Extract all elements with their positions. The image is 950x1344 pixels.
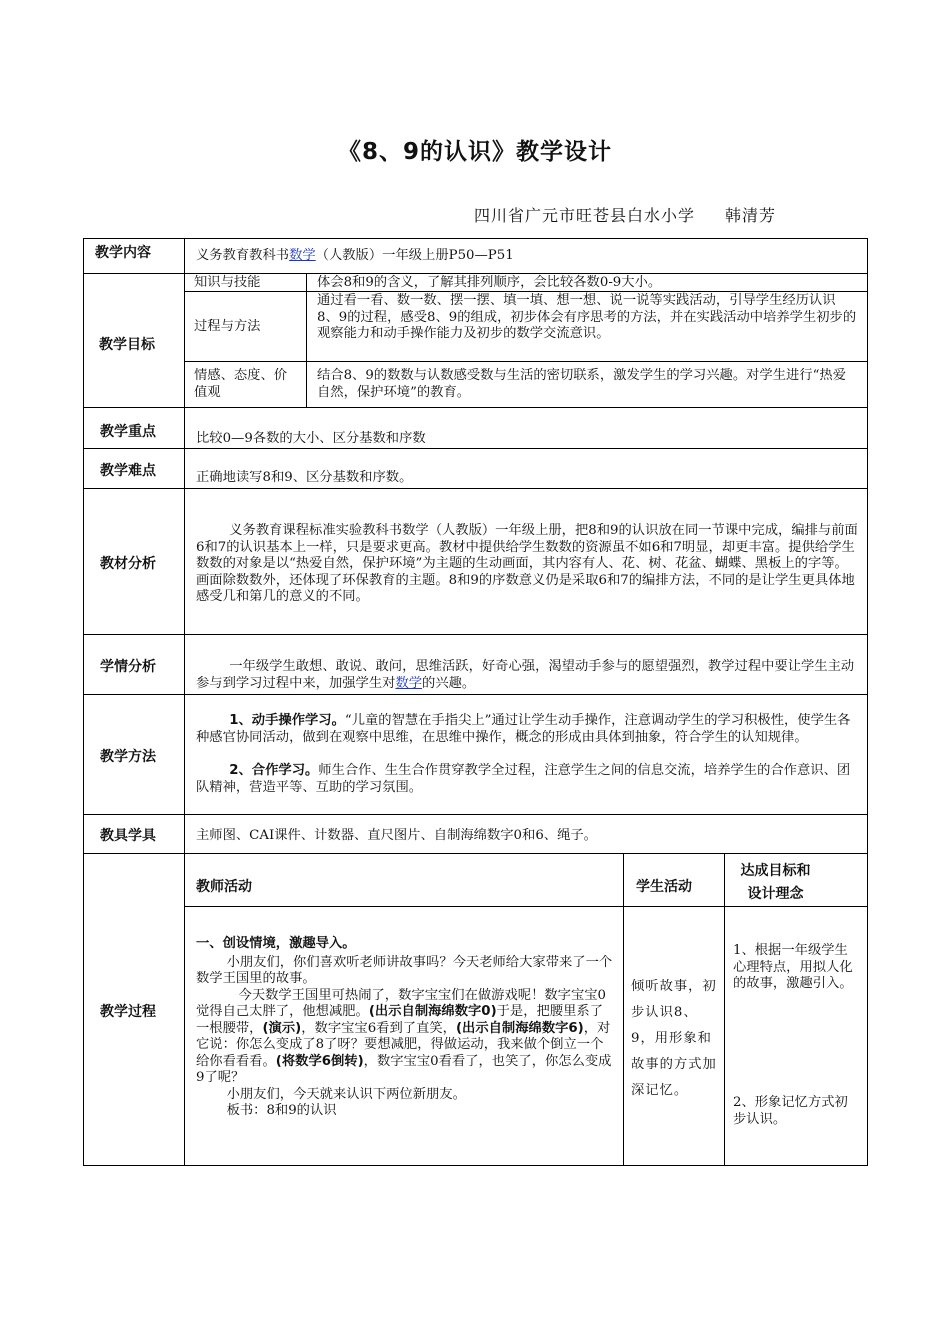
table-border-bottom [83, 1165, 868, 1166]
math-link[interactable]: 数学 [289, 248, 316, 263]
story-action: (出示自制海绵数字6) [455, 1020, 584, 1036]
section-heading: 一、创设情境，激趣导入。 [196, 936, 356, 951]
key-points-text: 比较0—9各数的大小、区分基数和序数 [196, 431, 426, 446]
table-border-right [867, 238, 868, 1166]
story-paragraph-1: 小朋友们，你们喜欢听老师讲故事吗？今天老师给大家带来了一个数学王国里的故事。 [196, 954, 613, 986]
content-label: 教学内容 [95, 245, 151, 261]
story-paragraph-3: 小朋友们，今天就来认识下两位新朋友。 [226, 1086, 466, 1102]
row-divider [83, 853, 868, 854]
document-title: 《8、9的认识》教学设计 [337, 139, 612, 165]
row-divider [83, 814, 868, 815]
method-2 [196, 763, 858, 796]
goal-category-knowledge: 知识与技能 [194, 275, 261, 290]
story-text: ，数字宝宝0看看了，也笑了，你怎么变成9了呢？ [196, 1053, 612, 1085]
author-school: 四川省广元市旺苍县白水小学 [474, 206, 696, 225]
goals-label: 教学目标 [99, 337, 155, 353]
process-column-divider [623, 853, 624, 1166]
row-divider [83, 273, 868, 274]
teacher-activity-header: 教师活动 [196, 879, 252, 895]
goal-header: 达成目标和设计理念 [740, 863, 811, 902]
row-divider [184, 361, 868, 362]
tools-label: 教具学具 [100, 828, 156, 844]
key-points-label: 教学重点 [100, 424, 156, 440]
process-column-divider [724, 853, 725, 1166]
goal-category-divider [306, 273, 307, 407]
table-border-left [83, 238, 84, 1166]
math-link-2[interactable]: 数学 [395, 675, 423, 691]
author-line [474, 203, 776, 226]
method-1-text: “儿童的智慧在手指尖上”通过让学生动手操作，注意调动学生的学习积极性，使学生各种感官协同活动，做到在观察中思维，在思维中操作，概念的形成由具体到抽象，符合学生的认知规律。 [196, 713, 851, 745]
student-activity: 倾听故事，初步认识8、9，用形象和故事的方式加深记忆。 [631, 979, 717, 1098]
students-text-before: 一年级学生敢想、敢说、敢问，思维活跃，好奇心强，渴望动手参与的愿望强烈，教学过程中要让学生主动参与到学习过程中来，加强学生对 [196, 659, 855, 691]
goal-text-attitude: 结合8、9的数数与认数感受数与生活的密切联系，激发学生的学习兴趣。对学生进行“热爱自然，保护环境”的教育。 [317, 368, 846, 400]
process-header-divider [184, 906, 868, 907]
row-divider [83, 488, 868, 489]
students-text-after: 的兴趣。 [422, 675, 476, 691]
tools-text: 主师图、CAI课件、计数器、直尺图片、自制海绵数字0和6、绳子。 [196, 828, 597, 843]
story-action: (演示) [262, 1020, 302, 1036]
material-label: 教材分析 [100, 556, 156, 572]
process-label: 教学过程 [100, 1004, 156, 1020]
students-label: 学情分析 [100, 659, 156, 675]
methods-label: 教学方法 [100, 749, 156, 765]
method-2-text: 师生合作、生生合作贯穿教学全过程，注意学生之间的信息交流，培养学生的合作意识、团队精神，营造平等、互助的学习氛围。 [196, 763, 851, 795]
goal-category-process: 过程与方法 [194, 319, 261, 334]
difficulties-label: 教学难点 [100, 463, 156, 479]
content-text [196, 248, 856, 265]
story-text: 今天数学王国里可热闹了，数字宝宝们在做游戏呢！数字宝宝0觉得自己太胖了，他想减肥。 [196, 987, 607, 1019]
label-column-divider [184, 238, 185, 1166]
row-divider [83, 407, 868, 408]
row-divider [83, 694, 868, 695]
story-text: 于是，把腰里系了一根腰带， [196, 1004, 604, 1036]
author-name: 韩清芳 [725, 206, 777, 225]
material-text: 义务教育课程标准实验教科书数学（人教版）一年级上册，把8和9的认识放在同一节课中完成，编排与前面6和7的认识基本上一样，只是要求更高。教材中提供给学生数数的资源虽不如6和7明显，却更丰富。提供给学生数数的对象是以“热爱自然，保护环境”为主题的生动画面，其内容有人、花、树、花盆、蝴蝶、黑板上的字等。画面除数数外，还体现了环保教育的主题。8和9的序数意义仍是采取6和7的编排方法，不同的是让学生更具体地感受几和第几的意义的不同。 [196, 523, 858, 604]
board-writing: 板书：8和9的认识 [226, 1103, 337, 1118]
content-text-after: （人教版）一年级上册P50—P51 [315, 248, 514, 263]
method-1 [196, 713, 858, 746]
student-activity-header: 学生活动 [636, 879, 692, 895]
goal-text-knowledge: 体会8和9的含义，了解其排列顺序，会比较各数0-9大小。 [317, 275, 662, 290]
story-action: (出示自制海绵数字0) [368, 1004, 497, 1019]
goal-1: 1、根据一年级学生心理特点，用拟人化的故事，激趣引入。 [733, 943, 853, 991]
row-divider [83, 634, 868, 635]
goal-text-process: 通过看一看、数一数、摆一摆、填一填、想一想、说一说等实践活动，引导学生经历认识8、9的过程，感受8、9的组成，初步体会有序思考的方法，并在实践活动中培养学生初步的观察能力和动手操作能力及初步的数学交流意识。 [317, 293, 857, 341]
story-paragraph-2 [196, 988, 616, 1087]
content-text-before: 义务教育教科书 [196, 248, 290, 263]
story-text: ，对它说：你怎么变成了8了呀？要想减肥，得做运动，我来做个倒立一个给你看看看。 [196, 1020, 611, 1069]
students-text [196, 659, 858, 692]
story-action: (将数学6倒转) [275, 1053, 364, 1069]
method-1-heading: 1、动手操作学习。 [229, 713, 345, 728]
goal-category-attitude: 情感、态度、价值观 [194, 368, 288, 400]
table-border-top [83, 238, 868, 239]
goal-2: 2、形象记忆方式初步认识。 [733, 1095, 848, 1127]
lesson-plan-table [83, 238, 868, 1166]
row-divider [83, 448, 868, 449]
teacher-activity [196, 936, 616, 1120]
difficulties-text: 正确地读写8和9、区分基数和序数。 [196, 470, 413, 485]
story-text: ，数字宝宝6看到了直笑， [301, 1020, 456, 1036]
method-2-heading: 2、合作学习。 [229, 763, 319, 778]
